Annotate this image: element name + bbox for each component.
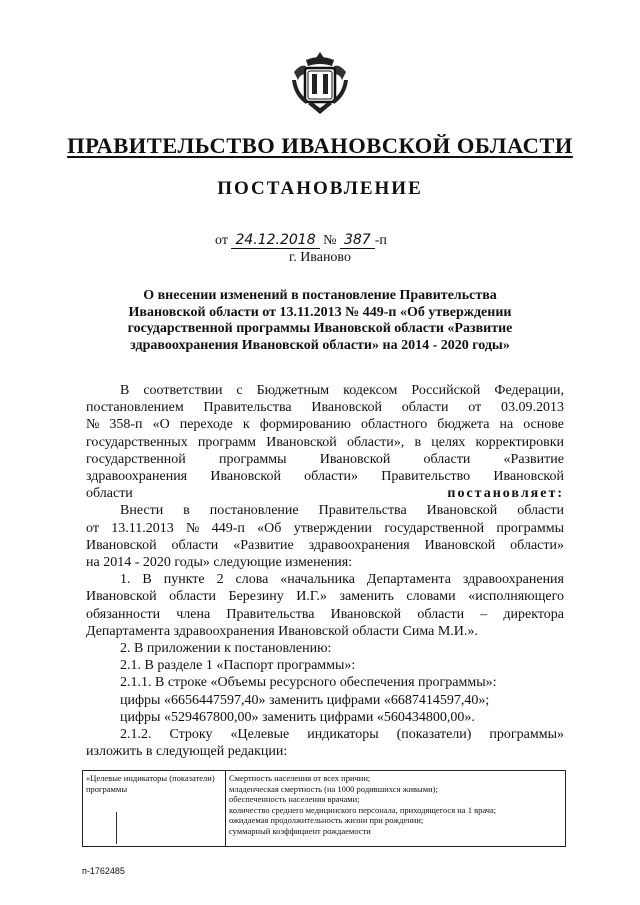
- preamble-line: постановлением Правительства Ивановской области от 03.09.2013: [86, 400, 564, 416]
- decrees-word: постановляет:: [447, 486, 564, 502]
- table-row: [83, 771, 566, 847]
- indicator-item: обеспеченность населения врачами;: [229, 794, 360, 804]
- intro-line: Ивановской области «Развитие здравоохранения Ивановской области»: [86, 537, 564, 553]
- figures-line-2: цифры «529467800,00» заменить цифрами «560434800,00».: [120, 709, 475, 725]
- heading-line: Ивановской области от 13.11.2013 № 449-п «Об утверждении: [128, 304, 512, 320]
- handwritten-number: 387: [340, 233, 375, 249]
- heading-line: О внесении изменений в постановление Правительства: [143, 288, 497, 303]
- item2-1: 2.1. В разделе 1 «Паспорт программы»:: [120, 658, 356, 674]
- item2-1-2: 2.1.2. Строку «Целевые индикаторы (показатели) программы»: [120, 727, 564, 743]
- ivanovo-coat-of-arms-icon: [288, 50, 352, 116]
- figures-line-1: цифры «6656447597,40» заменить цифрами «6687414597,40»;: [120, 692, 490, 708]
- item2-1-2-last: изложить в следующей редакции:: [86, 744, 288, 760]
- item1-line: 1. В пункте 2 слова «начальника Департамента здравоохранения: [120, 572, 564, 588]
- indicators-label: «Целевые индикаторы (показатели) программы: [86, 773, 215, 794]
- indicators-table: [82, 770, 566, 847]
- indicator-item: ожидаемая продолжительность жизни при рождении;: [229, 815, 424, 825]
- document-type: ПОСТАНОВЛЕНИЕ: [217, 178, 423, 199]
- number-prefix: №: [323, 233, 337, 248]
- city: г. Иваново: [289, 250, 351, 265]
- indicators-label-cell: [83, 771, 226, 847]
- preamble-line: государственной программы Ивановской области «Развитие: [86, 451, 564, 467]
- item2: 2. В приложении к постановлению:: [120, 641, 332, 657]
- document-heading: [110, 288, 530, 354]
- indicator-item: суммарный коэффициент рождаемости: [229, 825, 371, 836]
- document-number: п-1762485: [82, 866, 125, 876]
- government-name: ПРАВИТЕЛЬСТВО ИВАНОВСКОЙ ОБЛАСТИ: [67, 133, 573, 158]
- indicator-item: количество среднего медицинского персонала, приходящегося на 1 врача;: [229, 804, 497, 815]
- item1-last-line: Департамента здравоохранения Ивановской области Сима М.И.».: [86, 623, 478, 639]
- preamble-last: области: [86, 486, 133, 502]
- preamble-line: здравоохранения Ивановской области» Правительство Ивановской: [86, 469, 564, 485]
- date-number-line: [215, 233, 387, 249]
- preamble-last-line: [86, 485, 564, 502]
- intro-last-line: на 2014 - 2020 годы» следующие изменения:: [86, 555, 353, 571]
- item1-line: Ивановской области Березину И.Г.» заменить словами «исполняющего: [86, 589, 564, 605]
- preamble-line: № 358-п «О переходе к формированию областного бюджета на основе: [86, 417, 564, 433]
- heading-line: государственной программы Ивановской области «Развитие: [127, 321, 513, 336]
- indicator-item: Смертность населения от всех причин;: [229, 773, 371, 783]
- intro-line: от 13.11.2013 № 449-п «Об утверждении государственной программы: [86, 520, 564, 536]
- item2-1-1: 2.1.1. В строке «Объемы ресурсного обеспечения программы»:: [120, 675, 497, 691]
- intro-line: Внести в постановление Правительства Ивановской области: [120, 503, 564, 519]
- handwritten-date: 24.12.2018: [231, 233, 319, 249]
- number-suffix: -п: [374, 233, 387, 248]
- indicators-list-cell: [226, 771, 566, 847]
- heading-line: здравоохранения Ивановской области» на 2014 - 2020 годы»: [130, 337, 510, 353]
- indicator-item: младенческая смертность (на 1000 родившихся живыми);: [229, 783, 438, 794]
- preamble-line: В соответствии с Бюджетным кодексом Российской Федерации,: [120, 383, 564, 398]
- date-prefix: от: [215, 233, 228, 248]
- document-body: [86, 382, 564, 760]
- table-mark: [116, 812, 117, 844]
- preamble-line: государственных программ Ивановской области», в целях корректировки: [86, 434, 564, 450]
- item1-line: обязанности члена Правительства Ивановской области – директора: [86, 606, 564, 622]
